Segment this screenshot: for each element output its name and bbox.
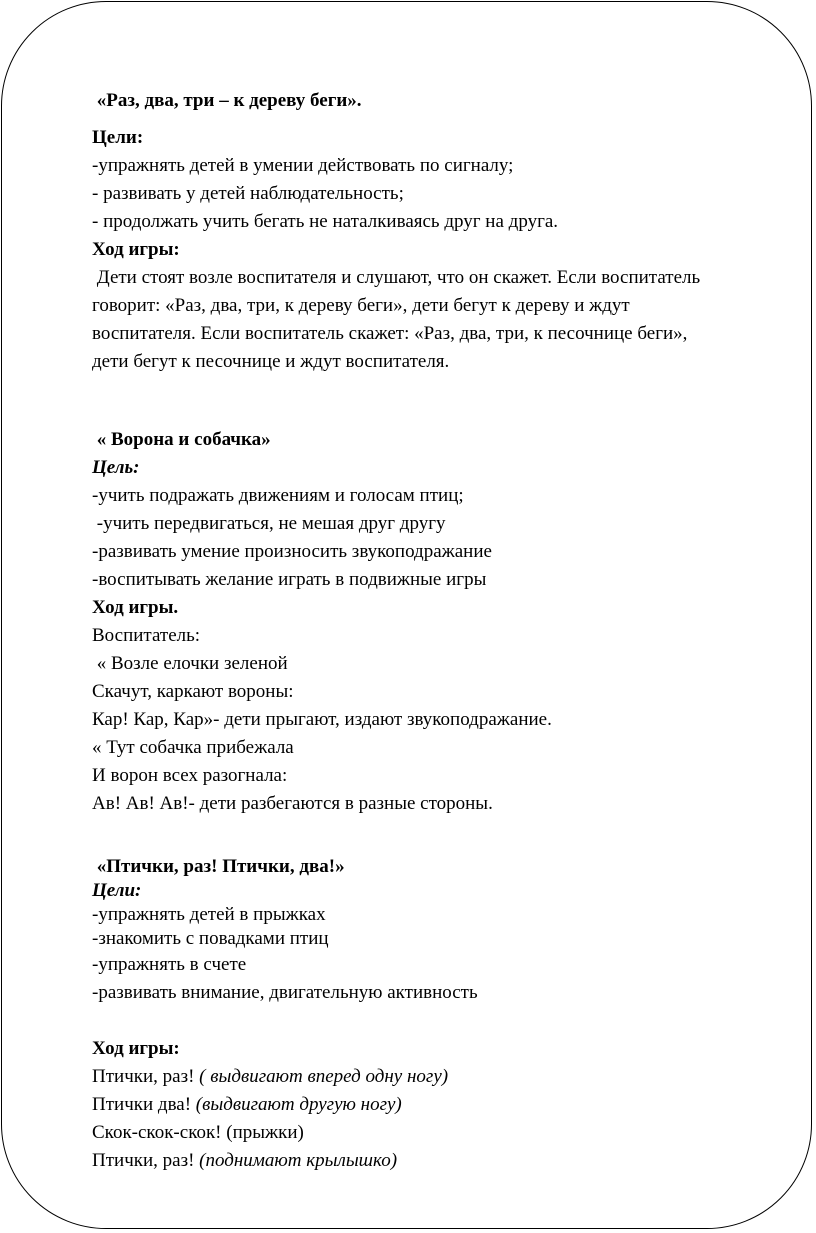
action-note: (поднимают крылышко)	[199, 1150, 398, 1171]
goal-item: -развивать умение произносить звукоподражание	[92, 541, 492, 562]
process-line: Кар! Кар, Кар»- дети прыгают, издают звукоподражание.	[92, 709, 552, 730]
goal-item: -упражнять детей в прыжках	[92, 904, 326, 925]
goal-item: -учить подражать движениям и голосам птиц;	[92, 485, 464, 506]
process-line: воспитателя. Если воспитатель скажет: «Раз, два, три, к песочнице беги»,	[92, 323, 688, 344]
process-line	[92, 1119, 782, 1147]
goal-item: -упражнять детей в умении действовать по сигналу;	[92, 155, 514, 176]
process-line: говорит: «Раз, два, три, к дереву беги», дети бегут к дереву и ждут	[92, 295, 630, 316]
goals-heading: Цели:	[92, 880, 142, 901]
goal-item: - продолжать учить бегать не наталкиваясь друг на друга.	[92, 211, 559, 232]
goal-item: - развивать у детей наблюдательность;	[92, 183, 404, 204]
rhyme-text: Птички два!	[92, 1094, 196, 1115]
goal-item: -знакомить с повадками птиц	[92, 928, 329, 949]
goals-heading: Цель:	[92, 457, 140, 478]
goal-item: -учить передвигаться, не мешая друг другу	[92, 513, 446, 534]
rhyme-text: Птички, раз!	[92, 1066, 200, 1087]
process-line	[92, 1063, 782, 1091]
game-section-3	[92, 855, 782, 1175]
document-body	[92, 87, 782, 1175]
goal-item: -упражнять в счете	[92, 954, 247, 975]
process-line	[92, 1147, 782, 1175]
process-line: дети бегут к песочнице и ждут воспитателя.	[92, 351, 450, 372]
goal-item: -развивать внимание, двигательную активность	[92, 982, 478, 1003]
process-line: Скачут, каркают вороны:	[92, 681, 294, 702]
action-note: ( выдвигают вперед одну ногу)	[199, 1066, 449, 1087]
rhyme-text: Скок-скок-скок! (прыжки)	[92, 1122, 304, 1143]
process-line: Воспитатель:	[92, 625, 201, 646]
game-title: «Раз, два, три – к дереву беги».	[92, 90, 362, 111]
game-title: « Ворона и собачка»	[92, 429, 271, 450]
process-heading: Ход игры:	[92, 1038, 180, 1059]
game-title: «Птички, раз! Птички, два!»	[92, 856, 345, 877]
process-line: Дети стоят возле воспитателя и слушают, что он скажет. Если воспитатель	[92, 267, 701, 288]
action-note: (выдвигают другую ногу)	[195, 1094, 402, 1115]
process-heading: Ход игры:	[92, 239, 180, 260]
game-section-1	[92, 87, 782, 376]
process-line: « Тут собачка прибежала	[92, 737, 294, 758]
process-line: Ав! Ав! Ав!- дети разбегаются в разные стороны.	[92, 793, 493, 814]
game-section-2	[92, 426, 782, 818]
goals-heading: Цели:	[92, 127, 144, 148]
process-line	[92, 1091, 782, 1119]
process-line: И ворон всех разогнала:	[92, 765, 288, 786]
rhyme-text: Птички, раз!	[92, 1150, 200, 1171]
goal-item: -воспитывать желание играть в подвижные игры	[92, 569, 487, 590]
process-heading: Ход игры.	[92, 597, 179, 618]
process-line: « Возле елочки зеленой	[92, 653, 288, 674]
